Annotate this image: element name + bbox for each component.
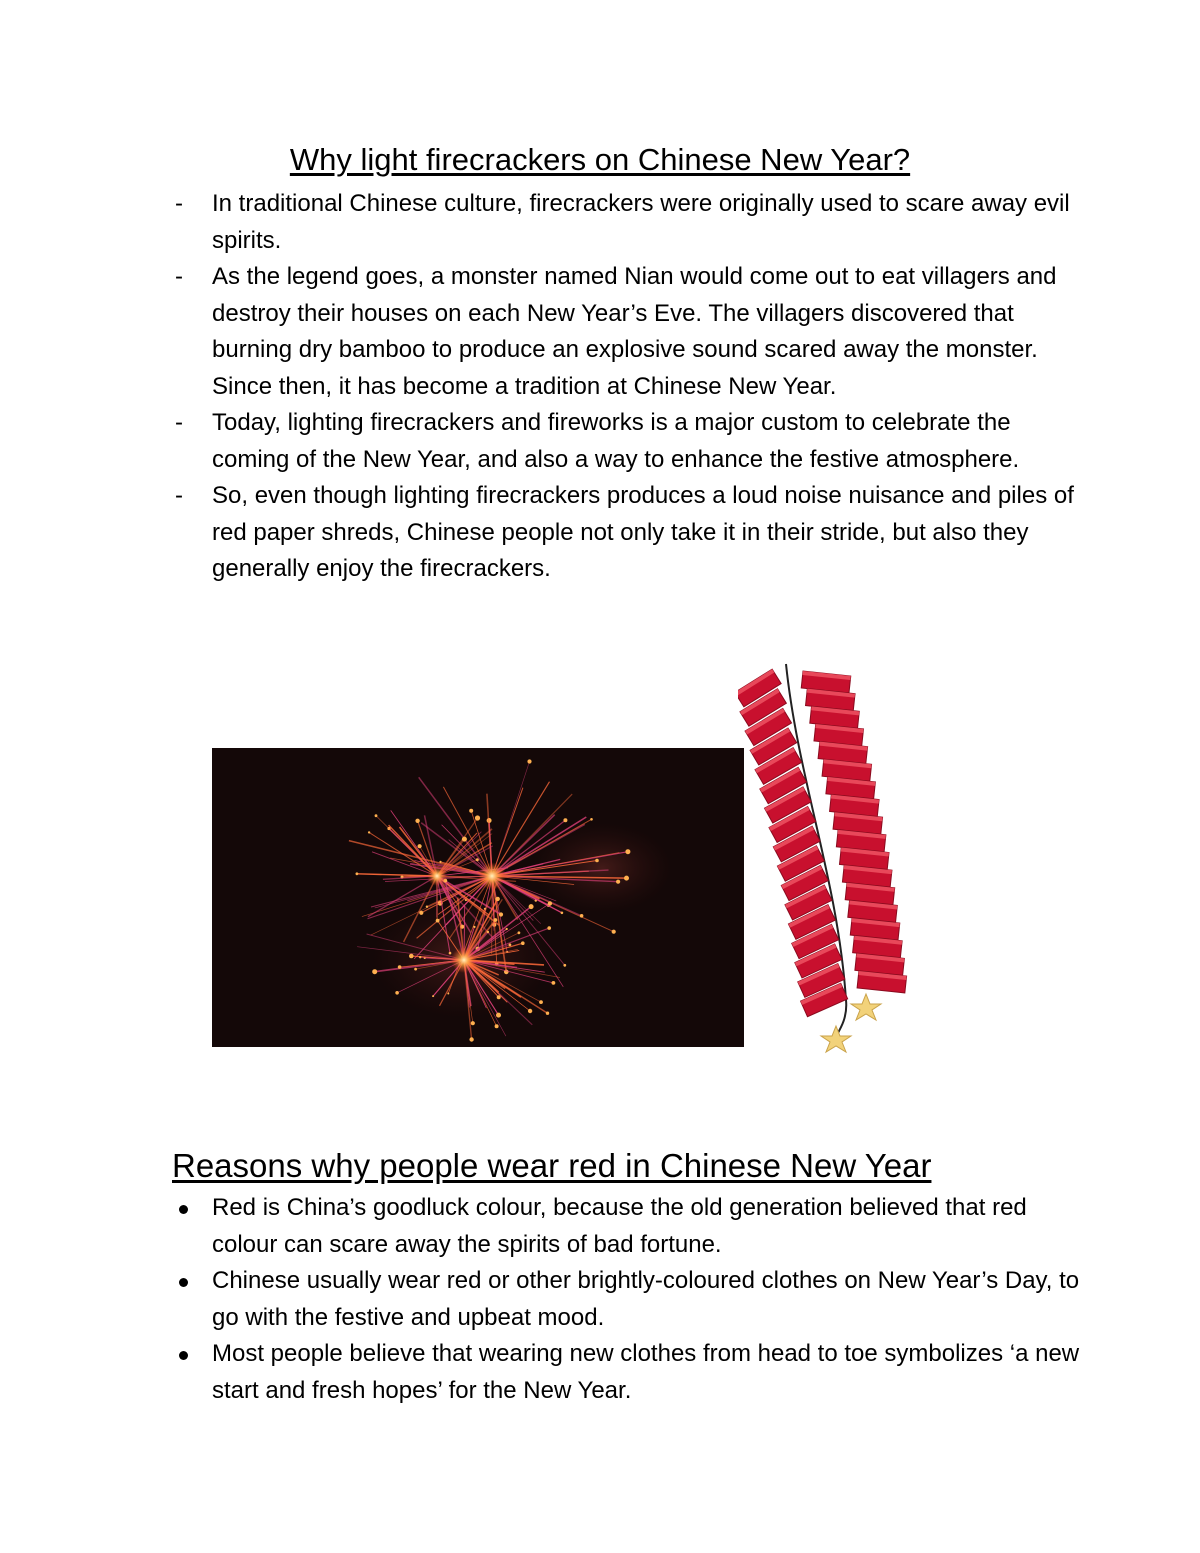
spark-dot [471, 1021, 475, 1025]
spark-dot [462, 837, 467, 842]
dash-bullet: - [175, 263, 183, 290]
dash-bullet: - [175, 409, 183, 436]
spark-dot [518, 931, 521, 934]
spark-dot [595, 859, 599, 863]
list-item-text: In traditional Chinese culture, firecrackers were originally used to scare away evil spirits. [212, 190, 1070, 254]
spark-dot [563, 964, 566, 967]
list-item-text: Red is China’s goodluck colour, because the old generation believed that red colour can scare away the spirits of bad fortune. [212, 1194, 1027, 1258]
list-item-text: Most people believe that wearing new clothes from head to toe symbolizes ‘a new start and fresh hopes’ for the New Year. [212, 1340, 1080, 1404]
spark-dot [375, 814, 378, 817]
spark-dot [624, 876, 629, 881]
section-title-wear-red: Reasons why people wear red in Chinese New Year [172, 1147, 932, 1184]
spark-dot [548, 901, 552, 905]
spark-dot [499, 912, 503, 916]
spark-dot [432, 995, 434, 997]
list-item [212, 1336, 1092, 1409]
spark-dot [527, 759, 531, 763]
spark-dot [590, 818, 593, 821]
firecracker-reasons-list [175, 186, 1092, 588]
spark-dot [521, 941, 525, 945]
spark-dot [415, 819, 419, 823]
spark-dot [547, 926, 551, 930]
spark-dot [447, 993, 449, 995]
spark-dot [449, 952, 452, 955]
spark-dot [552, 981, 556, 985]
dash-bullet: - [175, 190, 183, 217]
spark-dot [368, 831, 370, 833]
spark-dot [561, 912, 564, 915]
spark-dot [506, 928, 508, 930]
spark-dot [436, 919, 440, 923]
list-item-text: As the legend goes, a monster named Nian would come out to eat villagers and destroy their houses on each New Year’s Eve. The villagers discovered that burning dry bamboo to produce an explosive sound scared away the monster. Since then, it has become a tradition at Chinese New Year. [212, 263, 1057, 400]
spark-dot [398, 965, 402, 969]
star-icon [851, 994, 881, 1020]
spark-dot [487, 931, 489, 933]
bullet-dot [179, 1351, 188, 1360]
star-icon [821, 1026, 851, 1052]
spark-dot [616, 880, 620, 884]
spark-dot [356, 872, 359, 875]
wear-red-reasons-list [212, 1190, 1092, 1409]
spark-dot [469, 809, 473, 813]
spark-dot [473, 926, 475, 928]
spark-dot [580, 914, 584, 918]
spark-dot [563, 818, 567, 822]
spark-streak [357, 874, 437, 876]
spark-dot [419, 956, 421, 958]
list-item [212, 1190, 1092, 1263]
spark-dot [495, 1024, 499, 1028]
spark-dot [476, 858, 479, 861]
spark-dot [546, 1012, 549, 1015]
spark-dot [612, 930, 616, 934]
list-item [175, 259, 1092, 405]
firecrackers-image [738, 660, 928, 1055]
spark-dot [414, 968, 417, 971]
list-item [175, 186, 1092, 259]
spark-dot [372, 969, 377, 974]
bullet-dot [179, 1278, 188, 1287]
list-item-text: Chinese usually wear red or other brightly-coloured clothes on New Year’s Day, to go with the festive and upbeat mood. [212, 1267, 1080, 1331]
spark-streak [389, 825, 437, 876]
fireworks-image [212, 748, 744, 1047]
spark-dot [475, 815, 480, 820]
spark-dot [484, 908, 486, 910]
list-item [175, 478, 1092, 588]
spark-dot [539, 1000, 543, 1004]
spark-dot [409, 954, 414, 959]
list-item-text: So, even though lighting firecrackers produces a loud noise nuisance and piles of red paper shreds, Chinese people not only take it in their stride, but also they generally enjoy the firecrackers. [212, 482, 1074, 582]
dash-bullet: - [175, 482, 183, 509]
spark-dot [418, 844, 422, 848]
spark-dot [529, 904, 534, 909]
spark-dot [469, 1037, 473, 1041]
spark-dot [509, 943, 512, 946]
spark-dot [465, 899, 467, 901]
spark-dot [496, 897, 500, 901]
bullet-dot [179, 1205, 188, 1214]
list-item [175, 405, 1092, 478]
firecracker-string-illustration [738, 660, 928, 1055]
fireworks-photo [212, 748, 744, 1047]
spark-dot [528, 1009, 532, 1013]
spark-dot [395, 991, 399, 995]
section-title-firecrackers: Why light firecrackers on Chinese New Year? [289, 142, 911, 177]
spark-dot [496, 1013, 501, 1018]
list-item-text: Today, lighting firecrackers and fireworks is a major custom to celebrate the coming of the New Year, and also a way to enhance the festive atmosphere. [212, 409, 1020, 473]
spark-dot [494, 918, 498, 922]
spark-dot [439, 861, 441, 863]
spark-dot [426, 906, 428, 908]
list-item [212, 1263, 1092, 1336]
spark-dot [625, 849, 630, 854]
